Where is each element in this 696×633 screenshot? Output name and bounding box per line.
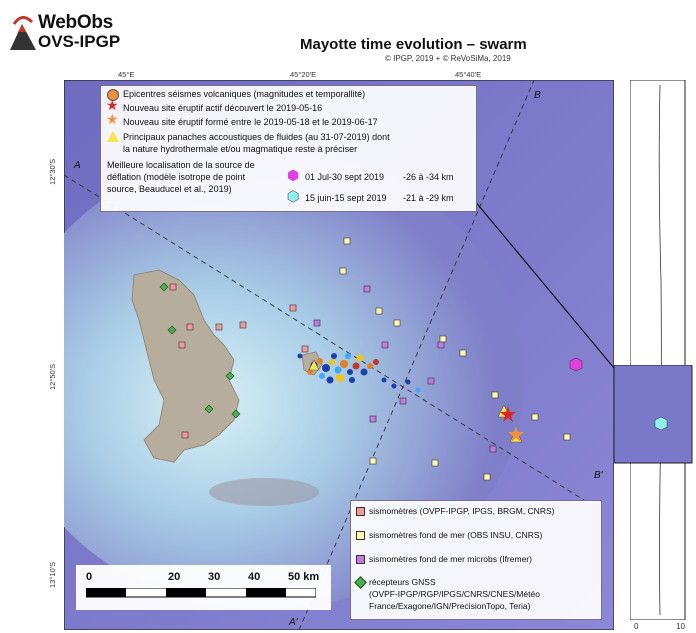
legend-plumes-1: Principaux panaches accoustiques de fluides (au 31-07-2019) dont xyxy=(123,132,390,142)
legend-new-site-formed: Nouveau site éruptif formé entre le 2019-05-18 et le 2019-06-17 xyxy=(123,117,378,127)
credit-text: © IPGP, 2019 + © ReVoSiMa, 2019 xyxy=(385,54,511,63)
profile-label-a-prime: A' xyxy=(289,617,298,628)
microbs-square-icon xyxy=(356,555,365,564)
volcano-logo-icon xyxy=(8,10,38,54)
legend-source1-period: 01 Jul-30 sept 2019 xyxy=(305,172,385,182)
logo-title: WebObs xyxy=(38,12,113,33)
scale-label: 0 xyxy=(86,571,93,583)
star-red-icon: ★ xyxy=(106,97,119,113)
shadow-area xyxy=(209,478,319,506)
obs-square-icon xyxy=(356,531,365,540)
profile-label-b-prime: B' xyxy=(594,470,603,481)
lon-tick: 45°20'E xyxy=(290,70,317,79)
legend-source1-depth: -26 à -34 km xyxy=(403,172,454,182)
legend-plumes-2: la nature hydrothermale et/ou magmatique reste à préciser xyxy=(123,144,358,154)
lat-tick: 12°30'S xyxy=(48,158,57,185)
legend-deflation-2: déflation (modèle isotrope de point xyxy=(107,172,246,182)
logo xyxy=(8,10,38,54)
legend-epicentres: Epicentres séismes volcaniques (magnitudes et temporallité) xyxy=(123,89,366,99)
scale-label: 20 xyxy=(168,571,181,583)
page-title: Mayotte time evolution – swarm xyxy=(300,36,527,53)
legend-microbs: sismomètres fond de mer microbs (Ifremer) xyxy=(369,554,532,564)
gnss-diamond-icon xyxy=(354,576,367,589)
depth-panel xyxy=(630,80,690,620)
legend-source2-period: 15 juin-15 sept 2019 xyxy=(305,193,387,203)
legend-source2-depth: -21 à -29 km xyxy=(403,193,454,203)
legend-gnss-1: récepteurs GNSS xyxy=(369,577,436,587)
legend-gnss-2: (OVPF-IPGP/RGP/IPGS/CNRS/CNES/Météo xyxy=(369,589,540,599)
scale-bar-panel xyxy=(76,565,331,610)
sismo-square-icon xyxy=(356,507,365,516)
lat-tick: 12°50'S xyxy=(48,363,57,390)
legend-deflation-3: source, Beauducel et al., 2019) xyxy=(107,184,232,194)
triangle-icon xyxy=(107,131,119,142)
logo-subtitle: OVS-IPGP xyxy=(38,32,121,51)
lat-tick: 13°10'S xyxy=(48,561,57,588)
profile-label-b: B xyxy=(534,90,541,101)
deflation-source-hexagon xyxy=(570,358,582,371)
scale-label: 50 km xyxy=(288,571,320,583)
legend-gnss-3: France/Exagone/IGN/PrecisionTopo, Teria) xyxy=(369,601,531,611)
star-orange-icon: ★ xyxy=(106,111,119,127)
hexagon-magenta-icon: ⬢ xyxy=(287,167,300,183)
scale-label: 40 xyxy=(248,571,261,583)
legend-sismo: sismomètres (OVPF-IPGP, IPGS, BRGM, CNRS) xyxy=(369,506,555,516)
legend-obs: sismomètres fond de mer (OBS INSU, CNRS) xyxy=(369,530,543,540)
scale-bar xyxy=(86,588,316,598)
legend-deflation-1: Meilleure localisation de la source de xyxy=(107,160,255,170)
legend-new-site-active: Nouveau site éruptif actif découvert le 2019-05-16 xyxy=(123,103,323,113)
hexagon-cyan-icon: ⬢ xyxy=(287,188,300,204)
lon-tick: 45°40'E xyxy=(455,70,482,79)
lon-tick: 45°E xyxy=(118,70,135,79)
stations-legend xyxy=(350,500,602,620)
top-legend xyxy=(100,85,477,212)
side-axis-label: 0 xyxy=(634,622,639,631)
depth-inset xyxy=(614,365,694,465)
side-axis-label: 10 xyxy=(676,622,685,631)
scale-label: 30 xyxy=(208,571,221,583)
profile-label-a: A xyxy=(74,160,81,171)
